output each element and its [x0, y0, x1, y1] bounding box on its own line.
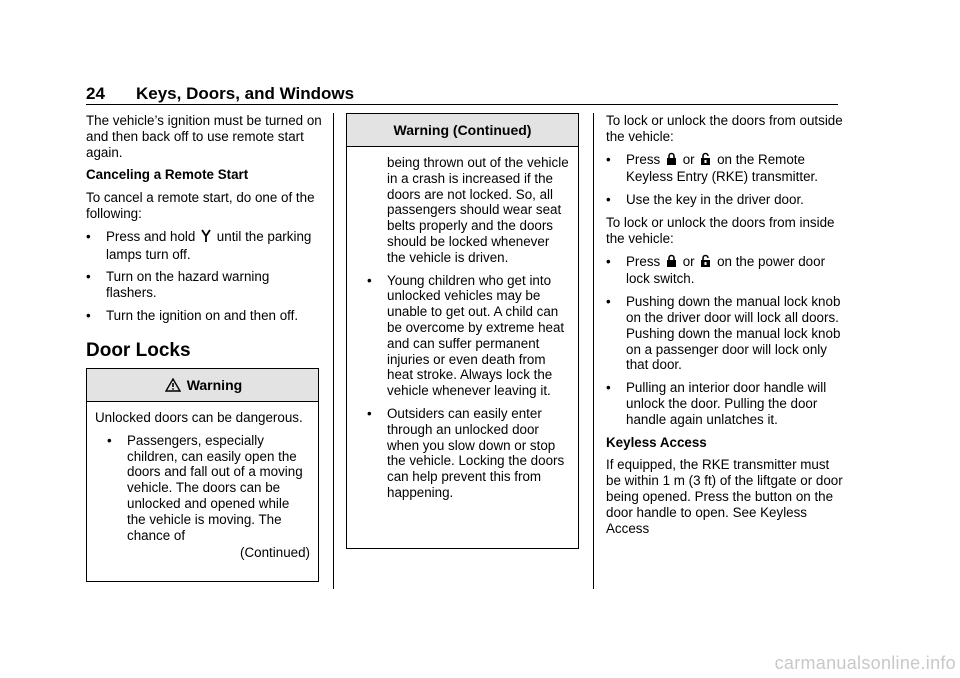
page-header [86, 82, 838, 105]
remote-start-icon [201, 229, 211, 247]
warning-intro: Unlocked doors can be dangerous. [95, 410, 303, 425]
bullet-icon: • [606, 151, 611, 167]
bullet-icon: • [367, 405, 372, 421]
list-item: • Pushing down the manual lock knob on the driver door will lock all doors. Pushing down the manual lock knob on a passenger door will lock only that door. [606, 294, 841, 373]
bullet-icon: • [606, 380, 611, 396]
cancel-intro: To cancel a remote start, do one of the following: [86, 190, 315, 221]
keyless-access-text: If equipped, the RKE transmitter must be within 1 m (3 ft) of the liftgate or door being opened. Press the button on the door handle to open. See Keyless Access [606, 457, 843, 536]
bullet-icon: • [86, 269, 91, 285]
bullet-icon: • [107, 432, 112, 448]
warning-box [86, 368, 319, 582]
warning-continued-box [346, 113, 579, 549]
inside-intro: To lock or unlock the doors from inside the vehicle: [606, 214, 835, 246]
list-item: • Use the key in the driver door. [606, 192, 804, 208]
warning-icon [165, 371, 181, 403]
list-item: • Pulling an interior door handle will unlock the door. Pulling the door handle again unlatches it. [606, 380, 827, 427]
list-item: • Press or on the Remote Keyless Entry (RKE) transmitter. [606, 151, 818, 185]
section-title: Keys, Doors, and Windows [136, 84, 355, 103]
unlock-icon [700, 254, 711, 272]
column-divider-2 [593, 113, 594, 589]
list-item: • Turn on the hazard warning flashers. [86, 269, 270, 301]
bullet-icon: • [606, 253, 611, 269]
bullet-icon: • [86, 228, 91, 244]
bullet-icon: • [86, 307, 91, 323]
column-1 [86, 113, 322, 331]
column-3 [606, 113, 844, 543]
continued-label: (Continued) [240, 545, 310, 561]
bullet-icon: • [606, 192, 611, 208]
bullet-icon: • [367, 272, 372, 288]
warning-continued-header: Warning (Continued) [347, 114, 578, 147]
outside-intro: To lock or unlock the doors from outside the vehicle: [606, 113, 843, 144]
list-item: • Outsiders can easily enter through an unlocked door when you slow down or stop the vehicle. Locking the doors can help prevent this from happening. [367, 405, 565, 500]
column-divider-1 [333, 113, 334, 589]
ignition-paragraph: The vehicle’s ignition must be turned on and then back off to use remote start again. [86, 113, 322, 160]
warning-box-header [87, 369, 318, 402]
warning-continued-text: being thrown out of the vehicle in a crash is increased if the doors are not locked. So, all passengers should wear seat belts properly and the doors should be locked whenever the vehicle is driven. [387, 155, 569, 265]
warning-title: Warning [186, 377, 243, 393]
lock-icon [666, 254, 677, 272]
list-item: • Press and hold until the parking lamps turn off. [86, 228, 312, 262]
list-item: • Press or on the power door lock switch. [606, 253, 826, 287]
bullet-icon: • [606, 294, 611, 310]
list-item: • Passengers, especially children, can easily open the doors and fall out of a moving vehicle. The doors can be unlocked and opened while the vehicle is moving. The chance of [107, 432, 303, 543]
watermark: carmanualsonline.info [774, 653, 956, 673]
lock-icon [666, 152, 677, 170]
list-item: • Turn the ignition on and then off. [86, 307, 299, 323]
unlock-icon [700, 152, 711, 170]
canceling-remote-start-heading: Canceling a Remote Start [86, 167, 249, 183]
list-item: • Young children who get into unlocked vehicles may be unable to get out. A child can be overcome by extreme heat and can suffer permanent injuries or even death from heat stroke. Always lock the vehicle whenever leaving it. [367, 272, 565, 399]
door-locks-heading: Door Locks [86, 340, 191, 361]
keyless-access-heading: Keyless Access [606, 434, 707, 450]
page-number: 24 [86, 84, 105, 103]
